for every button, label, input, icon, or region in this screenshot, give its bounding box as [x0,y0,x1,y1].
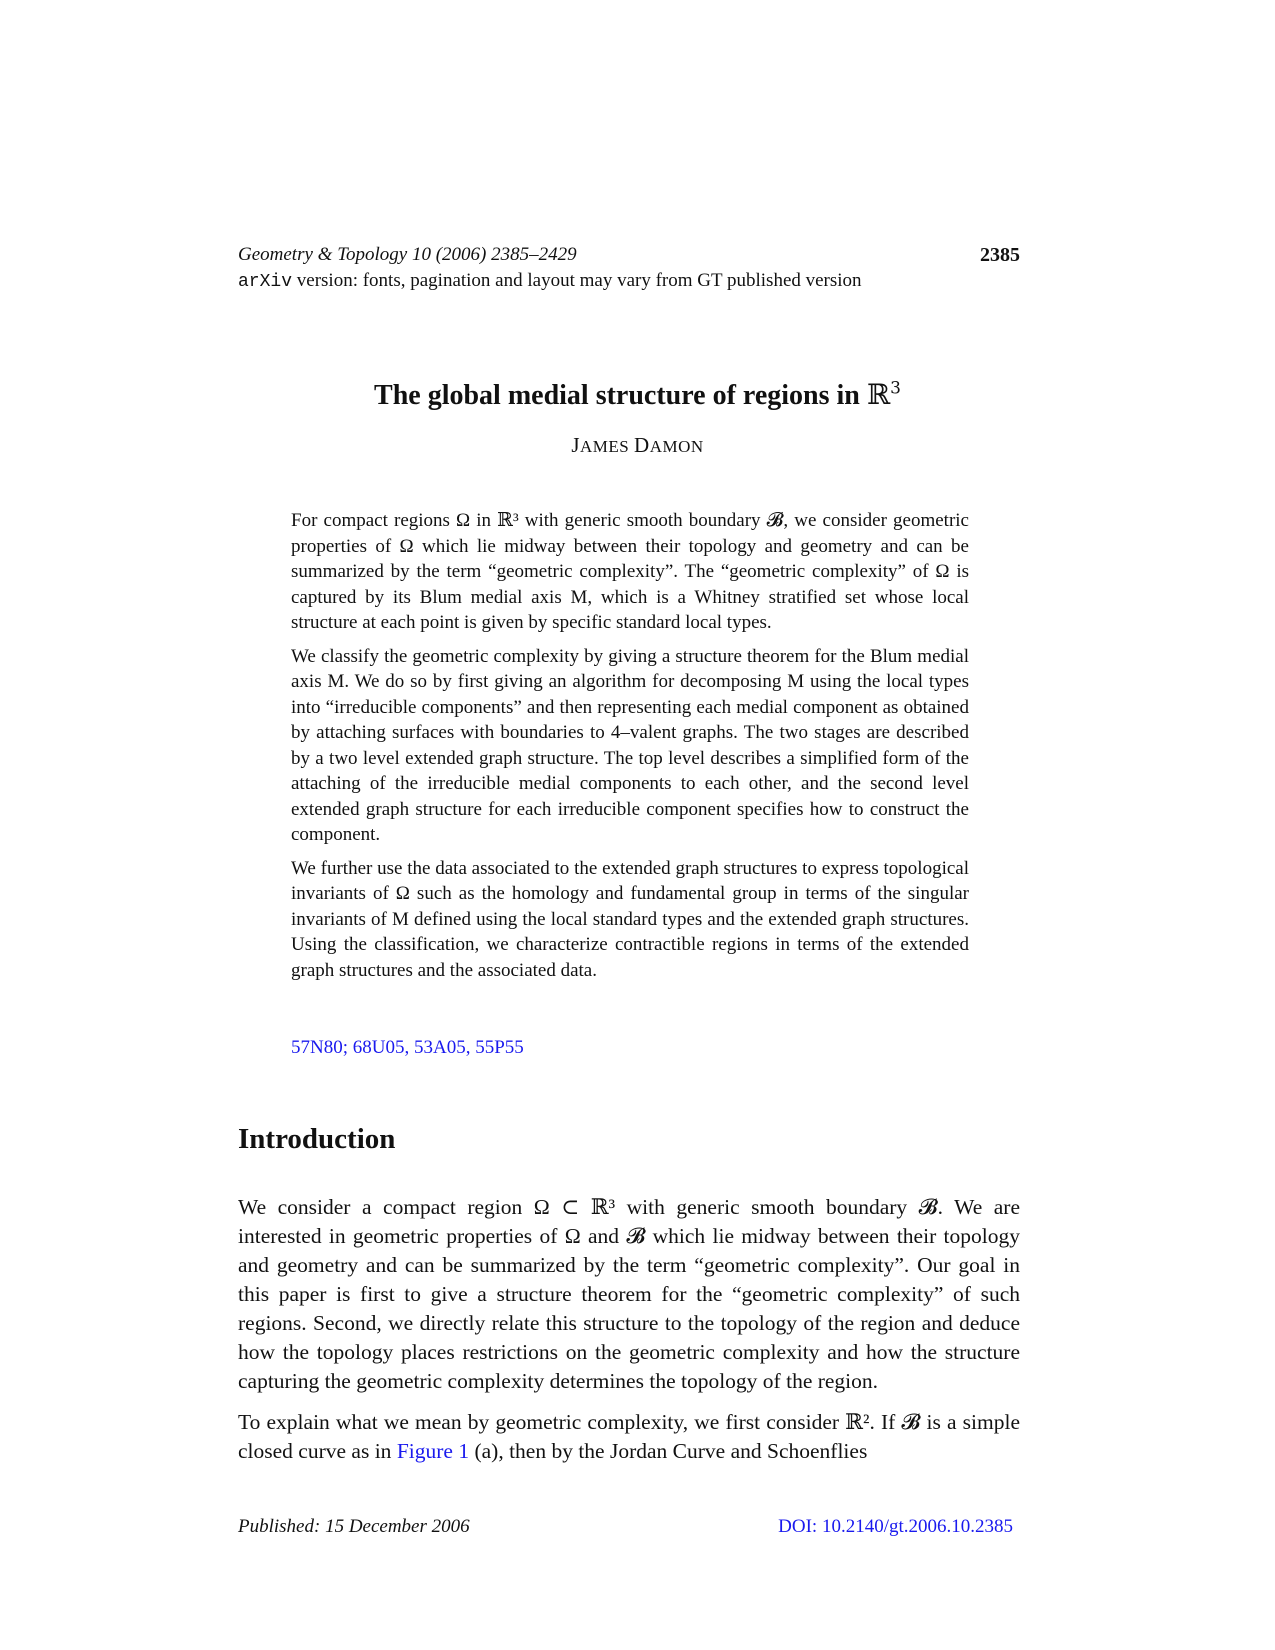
doi-link[interactable]: DOI: 10.2140/gt.2006.10.2385 [778,1516,1013,1537]
abstract-paragraph-1: For compact regions Ω in ℝ³ with generic smooth boundary 𝓑, we consider geometric properties of Ω which lie midway between their topology and geometry and can be summarized by the term “geometric complexity”. The “geometric complexity” of Ω is captured by its Blum medial axis M, which is a Whitney stratified set whose local structure at each point is given by specific standard local types. [291,510,969,633]
body-paragraph-2-start: To explain what we mean by geometric complexity, we first consider ℝ². If 𝓑 is a simple closed curve as in [238,1410,1020,1463]
section-heading-introduction: Introduction [238,1123,396,1155]
title-sup: 3 [890,378,901,399]
msc-classification-link[interactable]: 57N80; 68U05, 53A05, 55P55 [291,1037,524,1058]
author-first-cap: J [571,433,581,457]
body-paragraph-1: We consider a compact region Ω ⊂ ℝ³ with generic smooth boundary 𝓑. We are interested in geometric properties of Ω and 𝓑 which lie midway between their topology and geometry and can be summarized by the term “geometric complexity”. Our goal in this paper is first to give a structure theorem for the “geometric complexity” of such regions. Second, we directly relate this structure to the topology of the region and deduce how the topology places restrictions on the geometric complexity and how the structure capturing the geometric complexity determines the topology of the region. [238,1195,1020,1393]
journal-citation: Geometry & Topology 10 (2006) 2385–2429 [238,244,577,265]
author-name [0,433,1275,458]
author-last-cap: D [634,433,650,457]
abstract-paragraph-3: We further use the data associated to the extended graph structures to express topological invariants of Ω such as the homology and fundamental group in terms of the singular invariants of M defined using the local standard types and the extended graph structures. Using the classification, we characterize contractible regions in terms of the extended graph structures and the associated data. [291,857,969,981]
abstract [291,508,969,991]
title-symbol: ℝ [866,378,891,411]
body-paragraph-2 [238,1408,1020,1466]
title-text: The global medial structure of regions in [374,380,867,411]
published-date: Published: 15 December 2006 [238,1516,470,1537]
body-paragraph-2-end: (a), then by the Jordan Curve and Schoenflies [469,1439,868,1463]
arxiv-label: arXiv [238,272,293,292]
introduction-body [238,1193,1020,1478]
paper-title [0,378,1275,412]
arxiv-note-text: version: fonts, pagination and layout may vary from GT published version [292,270,862,291]
author-last-rest: AMON [649,437,704,456]
arxiv-note [238,270,862,292]
abstract-paragraph-2: We classify the geometric complexity by giving a structure theorem for the Blum medial axis M. We do so by first giving an algorithm for decomposing M using the local types into “irreducible components” and then representing each medial component as obtained by attaching surfaces with boundaries to 4–valent graphs. The two stages are described by a two level extended graph structure. The top level describes a simplified form of the attaching of the irreducible medial components to each other, and the second level extended graph structure for each irreducible component specifies how to construct the component. [291,645,969,845]
page-number: 2385 [980,244,1020,266]
author-first-rest: AMES [580,437,635,456]
figure-1-link[interactable]: Figure 1 [396,1439,470,1463]
